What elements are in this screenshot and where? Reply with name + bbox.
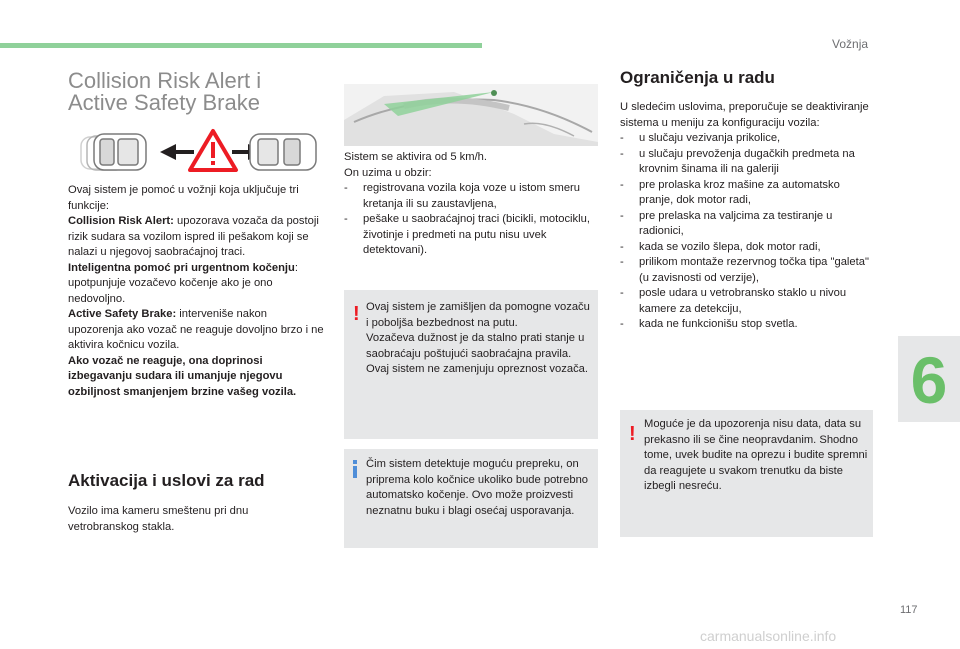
front-car-icon — [250, 134, 316, 170]
list-item: - kada se vozilo šlepa, dok motor radi, — [620, 240, 876, 256]
asb-label: Active Safety Brake: — [68, 308, 177, 320]
ipk-label: Inteligentna pomoć pri urgentnom kočenju — [68, 261, 295, 274]
warning-note-text — [366, 300, 592, 378]
list-item: - prilikom montaže rezervnog točka tipa "galeta" (u zavisnosti od verzije), — [620, 255, 876, 286]
warning-line: Vozačeva dužnost je da stalno prati stanje u saobraćaju poštujući saobraćajna pravila. — [366, 332, 585, 360]
cra-text: upozorava vozača da postoji rizik sudara sa vozilom ispred ili pešakom koji se nalazi u njegovoj saobraćajnoj traci. — [68, 215, 319, 258]
warning-note-right — [620, 410, 873, 537]
page-number: 117 — [900, 604, 918, 616]
detected-list — [344, 181, 598, 259]
list-item: - u slučaju vezivanja prikolice, — [620, 131, 876, 147]
warning-line: Ovaj sistem ne zamenjuju opreznost vozača. — [366, 363, 588, 375]
closing-bold-text: Ako vozač ne reaguje, ona doprinosi izbegavanju sudara ili umanjuje njegovu ozbiljnost smanjenjem brzine vašeg vozila. — [68, 354, 297, 398]
list-item: - pre prelaska na valjcima za testiranje u radionici, — [620, 209, 876, 240]
chapter-number: 6 — [910, 343, 948, 417]
warning-triangle-icon — [190, 131, 236, 170]
section-title-line2: Active Safety Brake — [68, 90, 260, 115]
considers-text: On uzima u obzir: — [344, 166, 432, 179]
limits-list — [620, 131, 876, 333]
arrow-left-icon — [160, 144, 194, 160]
windscreen-camera-illustration — [344, 84, 598, 146]
section-title-line1: Collision Risk Alert i — [68, 68, 262, 93]
ipk-paragraph — [68, 261, 324, 308]
activation-heading: Aktivacija i uslovi za rad — [68, 471, 265, 490]
chapter-title: Vožnja — [832, 37, 869, 51]
list-item: - pre prolaska kroz mašine za automatsko pranje, dok motor radi, — [620, 178, 876, 209]
activation-text: Vozilo ima kameru smeštenu pri dnu vetrobranskog stakla. — [68, 505, 249, 533]
warning-exclamation-icon: ! — [629, 423, 636, 445]
list-item: - u slučaju prevoženja dugačkih predmeta na krovnim šinama ili na galeriji — [620, 147, 876, 178]
header-accent-bar — [0, 43, 482, 48]
warning-line: Ovaj sistem je zamišljen da pomogne vozaču i poboljša bezbednost na putu. — [366, 301, 590, 329]
warning-note-text: Moguće je da upozorenja nisu data, data su prekasno ili se čine neopravdanim. Shodno tome, uvek budite na oprezu i budite spremni da reagujete u svakom trenutku da biste izbegli nesreću. — [644, 418, 868, 492]
info-note-text: Čim sistem detektuje moguću prepreku, on priprema kolo kočnice ukoliko bude potrebno automatsko kočenje. Ovo može proizvesti neznatnu buku i blagi osećaj usporavanja. — [366, 458, 589, 517]
list-item: - pešake u saobraćajnoj traci (bicikli, motociklu, životinje i predmeti na putu nisu uvek detektovani). — [344, 212, 598, 259]
intro-block — [68, 183, 324, 400]
section-title — [68, 70, 338, 114]
cra-label: Collision Risk Alert: — [68, 215, 174, 227]
intro-text: Ovaj sistem je pomoć u vožnji koja uključuje tri funkcije: — [68, 184, 299, 212]
cra-paragraph — [68, 214, 324, 261]
asb-text: interveniše nakon upozorenja ako vozač ne reaguje dovoljno brzo i ne aktivira kočnicu vozila. — [68, 308, 324, 351]
warning-note-middle — [344, 290, 598, 439]
warning-exclamation-icon: ! — [353, 303, 360, 325]
ipk-text: : upotpunjuje vozačevo kočenje ako je ono nedovoljno. — [68, 261, 298, 305]
watermark: carmanualsonline.info — [700, 628, 837, 644]
limits-intro: U sledećim uslovima, preporučuje se deaktiviranje sistema u meniju za konfiguraciju vozila: — [620, 101, 869, 129]
list-item: - posle udara u vetrobransko staklo u nivou kamere za detekciju, — [620, 286, 876, 317]
info-note-middle — [344, 449, 598, 548]
activation-conditions — [344, 150, 598, 259]
asb-paragraph — [68, 307, 324, 354]
rear-car-icon — [81, 134, 146, 170]
limits-block — [620, 100, 876, 333]
speed-text: Sistem se aktivira od 5 km/h. — [344, 151, 488, 163]
info-icon — [353, 460, 357, 478]
list-item: - registrovana vozila koja voze u istom smeru kretanja ili su zaustavljena, — [344, 181, 598, 212]
limits-heading: Ograničenja u radu — [620, 68, 775, 87]
collision-illustration — [78, 128, 320, 176]
list-item: - kada ne funkcionišu stop svetla. — [620, 317, 876, 333]
